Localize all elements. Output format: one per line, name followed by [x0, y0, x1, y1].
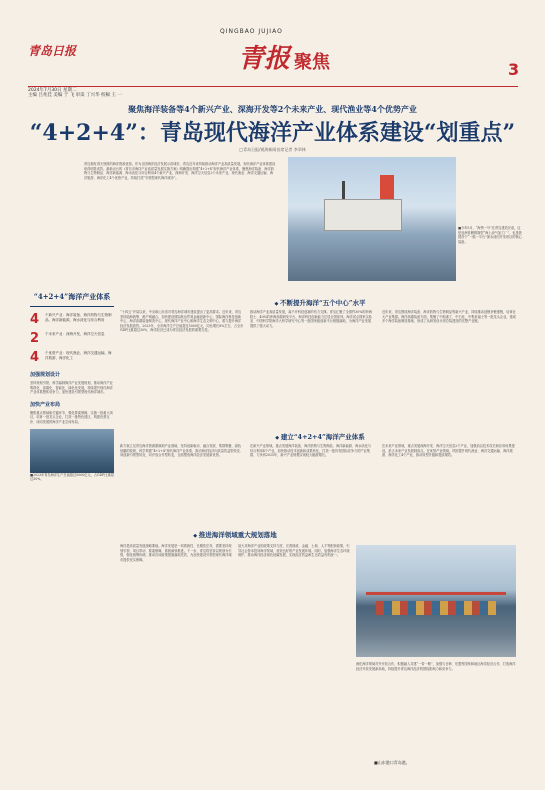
sidebar-photo-caption: ■2023年青岛海洋生产总值超过5000亿元，占GDP比重超过30%。 — [30, 472, 114, 482]
port-photo — [356, 545, 516, 657]
photo-caption: ■山东港口青岛港。 — [374, 760, 410, 765]
offshore-platform-photo — [288, 157, 456, 281]
article-kicker: 聚焦海洋装备等4个新兴产业、深海开发等2个未来产业、现代渔业等4个优势产业 — [128, 104, 417, 114]
platform-shape — [324, 199, 402, 231]
section-heading-text: 推进海洋领域重大规划落地 — [198, 531, 277, 539]
sidebar-subheading: 加快产业布局 — [30, 401, 61, 408]
tower-shape — [380, 175, 394, 201]
page-number: 3 — [508, 60, 520, 79]
body-column: 海洋是高质量发展战略要地。海洋发展是一项系统性、长期性任务，需要坚持规划引领、项目带动、要素保障，系统谋划推进。下一步，青岛将坚持以规划为引领，强化统筹协调，推动各项政策措施落地见效，为加快建设引领型现代海洋城市提供坚实保障。 — [120, 544, 232, 562]
sidebar-item-text: 个未来产业：深海开发、海洋空天信息 — [45, 332, 105, 336]
sidebar-body: 坚持规划引领，科学编制海洋产业发展规划，推动海洋产业集群化、高端化、智能化、绿色化发展，持续提升现代海洋产业体系整体竞争力，加快建设引领型现代海洋城市。 — [30, 381, 113, 395]
body-column: 加大对海洋产业的政策支持力度，完善财政、金融、土地、人才等配套政策，引导社会资本投向海洋领域，营造良好的产业发展环境。同时，加强海洋生态环境保护，推动海洋经济绿色低碳发展，实现经济效益和生态效益有机统一。 — [238, 544, 350, 558]
page-header — [0, 0, 545, 100]
body-column: 在新兴产业领域，重点发展海洋装备、海洋药物与生物制品、海洋新能源、海水淡化与综合利用4个产业，加快推动技术创新和成果转化，打造一批具有国际竞争力的产业集群，力争到2025年，新兴产业规模实现较大幅度增长。 — [250, 444, 372, 458]
section-name: 青报 — [238, 44, 291, 74]
editor-credits: 主编 吕兆佳 美编 于 飞 审读 丁兴华 校稿 王 一 — [28, 93, 122, 98]
body-column: 近年来，青岛围绕海洋装备、海洋药物与生物制品等新兴产业，持续推动延链补链强链，培育壮大产业集群。海洋高端装备方面，集聚了中船重工、中石化、中集来福士等一批龙头企业，建成多个海洋装备制造基地，形成了从研发设计到总装建造的完整产业链。 — [382, 310, 516, 324]
sidebar-item-number: 2 — [30, 331, 40, 346]
triangle-icon: ◆ — [275, 435, 281, 441]
photo-caption: ■今年5月，“海葵一号”在青岛建造完成，这是亚洲首艘圆筒型“海上油气加工厂”，也是我国首个“一船一平台”深水油田开发项目的核心装备。 — [458, 226, 522, 244]
publication-logo: 青岛日报 — [28, 44, 77, 58]
sidebar-item — [30, 313, 114, 327]
section-english-title: QINGBAO JUJIAO — [220, 28, 283, 35]
body-column: 新方案立足青岛海洋资源禀赋和产业基础，坚持创新驱动、融合发展、集群集聚、绿色低碳的原则，科学构建“4+2+4”现代海洋产业体系，推动海洋经济向质量效益型转变、向创新引领型转变、向开放合作型转变，全面塑造海洋经济发展新优势。 — [120, 444, 244, 458]
header-rule — [28, 86, 518, 87]
sidebar-item-number: 4 — [30, 350, 40, 365]
sidebar-item-text: 个新兴产业：海洋装备、海洋药物与生物制品、海洋新能源、海水淡化与综合利用 — [45, 313, 112, 322]
article-byline: □青岛日报/观海新闻首席记者 李翠林 — [239, 147, 306, 152]
triangle-icon: ◆ — [193, 533, 199, 539]
sidebar-item — [30, 332, 114, 346]
container-stack-shape — [376, 601, 496, 615]
triangle-icon: ◆ — [274, 301, 281, 307]
sidebar-item-number: 4 — [30, 312, 40, 327]
editor-note: 青岛拥有得天独厚的海洋资源优势。作为全国海洋经济发展示范城市，青岛近年来持续推动海洋产业高质量发展，现代海洋产业体系建设取得明显成效。最新出台的《青岛市海洋产业高质量发展实施方案》明确提出构建“4+2+4”现代海洋产业体系，聚焦海洋装备、海洋药物与生物制品、海洋新能源、海水淡化与综合利用4个新兴产业，深海开发、海洋空天信息2个未来产业，现代渔业、海洋交通运输、海洋旅游、海洋化工4个优势产业，持续打造“引领型现代海洋城市”。 — [84, 162, 276, 180]
sidebar-title: “4+2+4”海洋产业体系 — [30, 292, 114, 307]
body-column: 在未来产业领域，重点发展深海开发、海洋空天信息2个产业，加强前沿技术攻关和应用场景建设，抢占未来产业发展制高点。在优势产业领域，巩固提升现代渔业、海洋交通运输、海洋旅游、海洋化工4个产业，推动转型升级和提质增效。 — [382, 444, 515, 458]
sidebar-item — [30, 351, 114, 365]
sidebar-body: 聚焦重点领域和关键环节，强化要素保障，实施一批重大项目，培育一批龙头企业，打造一批特色园区，构建优势互补、协同发展的海洋产业空间布局。 — [30, 410, 113, 424]
section-heading — [120, 432, 520, 441]
body-column: 推动海洋产业高质量发展，离不开科技创新的有力支撑。青岛汇聚了全国约30%的涉海院士、40%的涉海高端研发平台，海洋科技创新能力位居全国前列。海洋试点国家实验室、中国科学院海洋大科学研究中心等一批国家级创新平台相继落地，为海洋产业发展提供了强大动力。 — [250, 310, 372, 328]
sidebar-subheading: 加强规划设计 — [30, 372, 61, 378]
sidebar-box — [30, 292, 114, 712]
sidebar-item-text: 个优势产业：现代渔业、海洋交通运输、海洋旅游、海洋化工 — [45, 351, 112, 360]
article-headline: “4+2+4”：青岛现代海洋产业体系建设“划重点” — [29, 120, 516, 146]
issue-date: 2024年7月30日 星期二 — [28, 88, 77, 93]
crane-shape — [342, 181, 345, 201]
body-column: “十四五”开局以来，中央和山东省对青岛海洋城市建设提出了更高要求。近年来，青岛坚持陆海统筹、港产城融合，加快建设国际航运贸易金融创新中心、国际海洋科技创新中心、海洋高端装备制造中心、现代海洋产业中心和海洋生态文明中心，着力提升海洋经济发展质效。2023年，全市海洋生产总值超过5000亿元，同比增长8%左右，占全市GDP比重超过30%，海洋经济已成为青岛经济发展的重要支柱。 — [120, 310, 244, 333]
section-heading — [120, 530, 350, 539]
section-heading-text: 不断提升海洋“五个中心”水平 — [280, 299, 366, 307]
section-heading — [120, 298, 520, 307]
section-subname: 聚焦 — [294, 52, 330, 73]
section-heading-text: 建立“4+2+4”海洋产业体系 — [280, 433, 365, 441]
body-column: 深化海洋领域对外开放合作，积极融入共建“一带一路”，加强与日韩、东盟等国家和地区海洋经济合作，打造海洋经济开放发展新高地，持续提升青岛海洋经济的国际影响力和竞争力。 — [356, 662, 516, 671]
sidebar-photo — [30, 429, 114, 473]
crane-row-shape — [366, 575, 506, 595]
